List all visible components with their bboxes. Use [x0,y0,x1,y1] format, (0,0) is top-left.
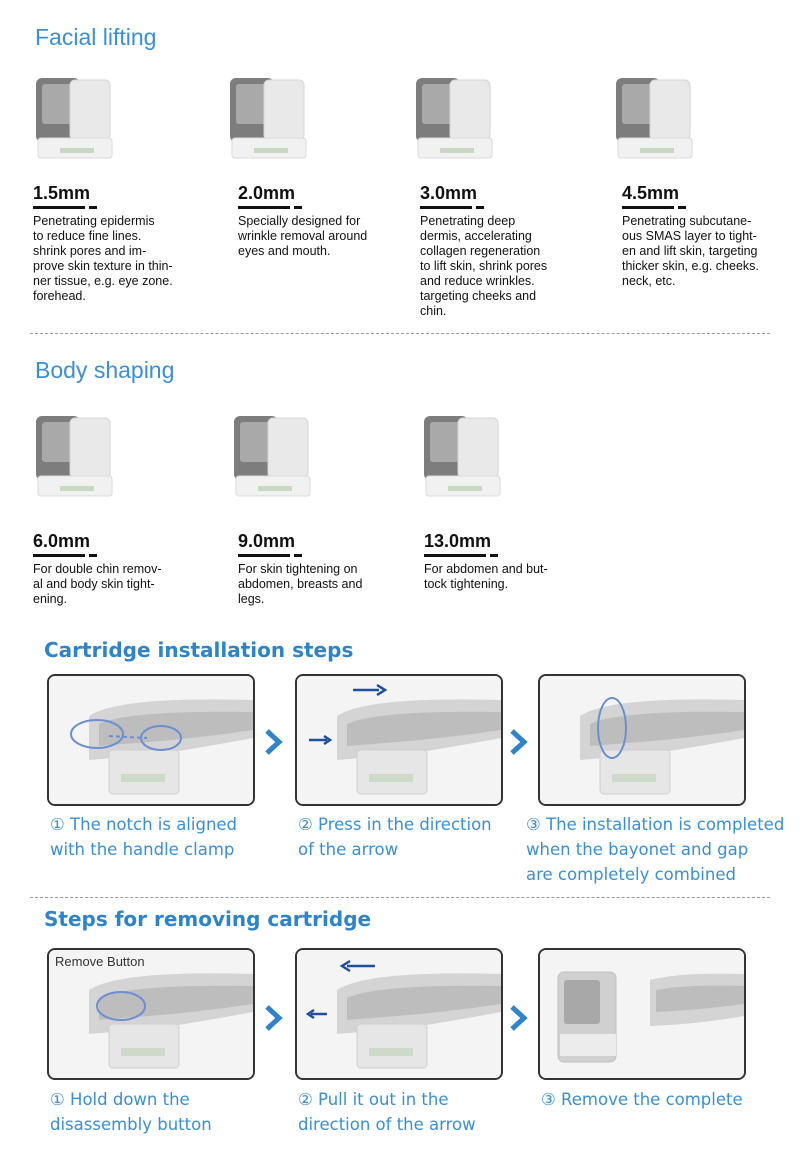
cartridge-2-0mm-image [224,72,310,162]
cartridge-3-0mm-image [410,72,496,162]
install-step-2-caption: ② Press in the direction of the arrow [298,815,492,859]
section-divider [30,897,770,898]
cartridge-1-5mm-image [30,72,116,162]
remove-section-title: Steps for removing cartridge [44,907,372,931]
chevron-right-icon [508,1004,530,1032]
remove-step-2-caption: ② Pull it out in the direction of the arrow [298,1090,476,1134]
install-step-3-caption: ③ The installation is completed when the bayonet and gap are completely combined [526,815,785,884]
facial-section-title: Facial lifting [35,24,157,50]
facial-desc-4: Penetrating subcutane- ous SMAS layer to tight- en and lift skin, targeting thicker skin, e.g. cheeks. neck, etc. [622,214,759,288]
body-size-3 [424,531,491,552]
facial-desc-1: Penetrating epidermis to reduce fine lines. shrink pores and im- prove skin texture in thin- ner tissue, e.g. eye zone. forehead. [33,214,173,303]
remove-step-1-image [47,948,255,1080]
size-label: 3.0mm [420,183,478,203]
size-label: 1.5mm [33,183,91,203]
body-size-1 [33,531,90,552]
facial-size-2 [238,183,295,204]
chevron-right-icon [263,728,285,756]
body-section-title: Body shaping [35,357,175,383]
body-size-2 [238,531,295,552]
size-label: 6.0mm [33,531,91,551]
cartridge-13-0mm-image [418,410,504,500]
facial-desc-2: Specially designed for wrinkle removal around eyes and mouth. [238,214,368,258]
size-label: 9.0mm [238,531,296,551]
cartridge-6-0mm-image [30,410,116,500]
size-label: 4.5mm [622,183,680,203]
install-section-title: Cartridge installation steps [44,638,354,662]
remove-step-2-image [295,948,503,1080]
facial-size-1 [33,183,90,204]
cartridge-4-5mm-image [610,72,696,162]
install-step-2-image [295,674,503,806]
body-desc-3: For abdomen and but- tock tightening. [424,562,548,591]
chevron-right-icon [508,728,530,756]
chevron-right-icon [263,1004,285,1032]
facial-desc-3: Penetrating deep dermis, accelerating collagen regeneration to lift skin, shrink pores and reduce wrinkles. targeting cheeks and chin. [420,214,548,318]
facial-size-3 [420,183,477,204]
size-label: 13.0mm [424,531,492,551]
size-label: 2.0mm [238,183,296,203]
remove-step-3-image [538,948,746,1080]
install-step-1-caption: ① The notch is aligned with the handle clamp [50,815,238,859]
body-desc-1: For double chin remov- al and body skin tight- ening. [33,562,162,606]
body-desc-2: For skin tightening on abdomen, breasts and legs. [238,562,363,606]
facial-size-4 [622,183,679,204]
install-step-1-image [47,674,255,806]
install-step-3-image [538,674,746,806]
remove-step-1-caption: ① Hold down the disassembly button [50,1090,212,1134]
section-divider [30,333,770,334]
remove-step-3-caption: ③ Remove the complete [541,1090,743,1109]
cartridge-9-0mm-image [228,410,314,500]
remove-button-label: Remove Button [55,954,145,969]
